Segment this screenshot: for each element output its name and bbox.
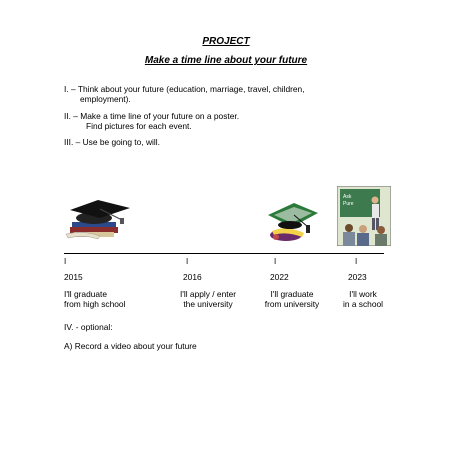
timeline-line	[64, 253, 384, 254]
page-title: PROJECT	[202, 36, 250, 47]
graduation-cap-diploma-icon	[264, 195, 320, 243]
timeline-tick-3: I	[274, 257, 277, 266]
timeline-year-2: 2016	[183, 272, 202, 282]
timeline-event-4	[318, 289, 408, 309]
timeline-tick-4: I	[355, 257, 358, 266]
timeline-event-3-line2: from university	[264, 299, 320, 309]
instruction-2	[64, 111, 394, 131]
timeline-event-1-line1: I'll graduate	[64, 289, 108, 299]
chalkboard-text-1: Ask	[343, 194, 352, 200]
instruction-2-number: II. –	[64, 111, 78, 121]
graduation-cap-books-icon	[64, 196, 134, 240]
timeline-event-1	[50, 289, 164, 309]
timeline-event-2-line2: the university	[183, 299, 233, 309]
timeline-event-4-line1: I'll work	[349, 289, 377, 299]
optional-item: A) Record a video about your future	[64, 341, 197, 351]
chalkboard-text-2: Pure	[343, 201, 354, 207]
timeline-year-3: 2022	[270, 272, 289, 282]
instruction-1-text: Think about your future (education, marriage, travel, children,	[77, 84, 305, 94]
teacher-classroom-icon	[337, 186, 391, 246]
instruction-3-text: Use be going to, will.	[82, 137, 160, 147]
instruction-3-number: III. –	[64, 137, 81, 147]
instruction-1-text-cont: employment).	[80, 94, 131, 104]
timeline-tick-2: I	[186, 257, 189, 266]
instruction-1	[64, 84, 394, 104]
timeline-event-4-line2: in a school	[342, 299, 384, 309]
timeline-event-1-line2: from high school	[64, 299, 126, 309]
page-subtitle: Make a time line about your future	[144, 55, 308, 66]
timeline-event-3-line1: I'll graduate	[270, 289, 314, 299]
timeline-year-4: 2023	[348, 272, 367, 282]
timeline-year-1: 2015	[64, 272, 83, 282]
timeline-tick-1: I	[64, 257, 67, 266]
timeline-event-2-line1: I'll apply / enter	[179, 289, 237, 299]
instruction-2-text: Make a time line of your future on a poster.	[80, 111, 240, 121]
instruction-2-text-cont: Find pictures for each event.	[86, 121, 192, 131]
optional-heading: IV. - optional:	[64, 322, 113, 332]
instruction-1-number: I. –	[64, 84, 76, 94]
instruction-3	[64, 137, 394, 147]
